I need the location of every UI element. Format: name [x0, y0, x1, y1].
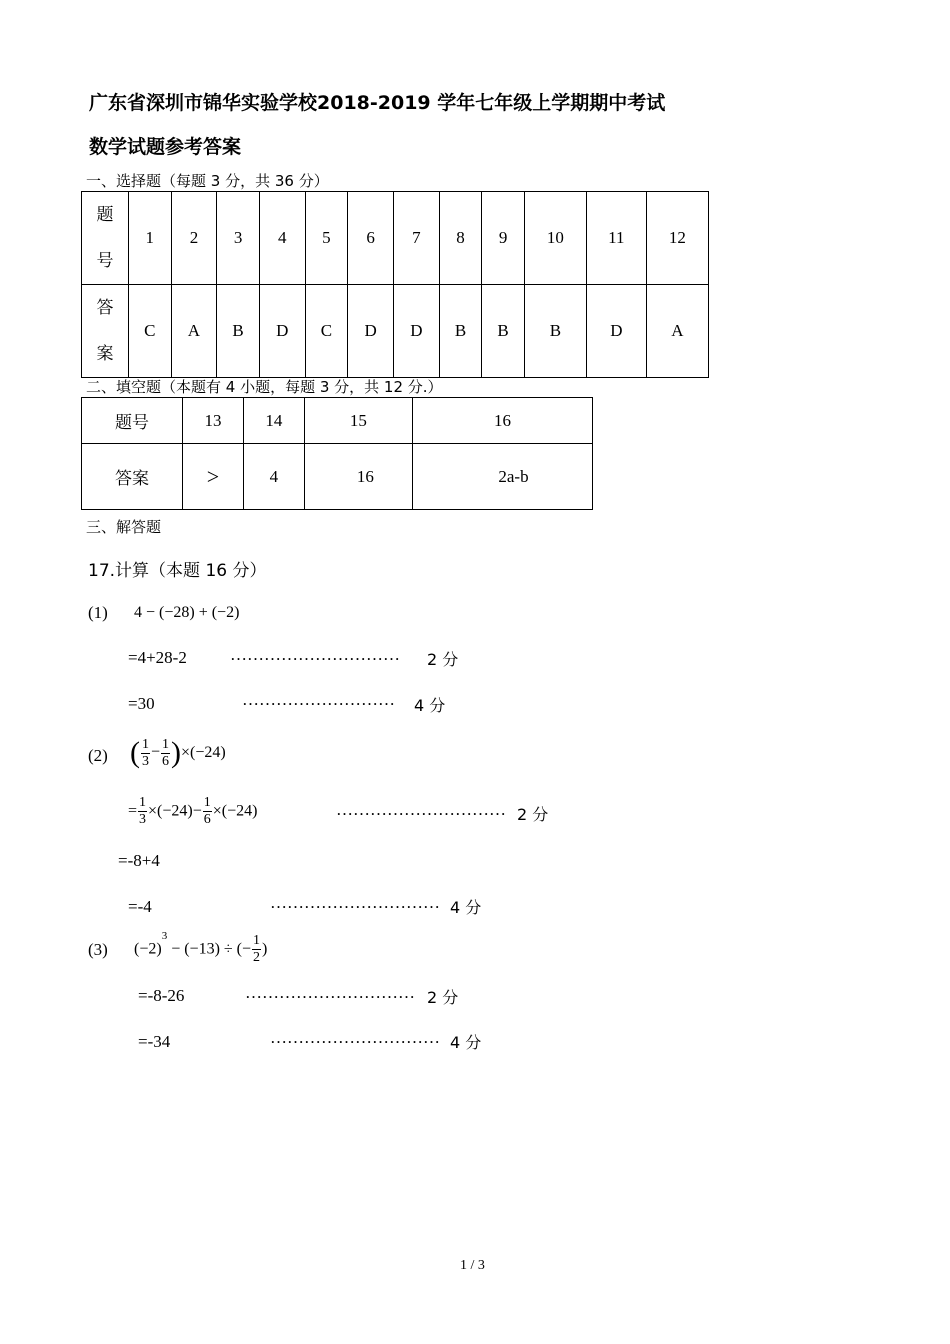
row-label-char: 号 [96, 251, 114, 271]
minus-sign: − [151, 743, 161, 761]
question-number: 11 [586, 192, 646, 285]
answer-cell: D [259, 285, 305, 378]
part3-label: (3) [88, 940, 108, 959]
question-number: 9 [482, 192, 525, 285]
part1-step1: =4+28-2 [128, 648, 187, 667]
fraction [203, 795, 212, 828]
row-label-answer [82, 285, 129, 378]
part2-step1-dots: ………………………… [336, 800, 506, 819]
numerator: 1 [253, 932, 261, 948]
part3-step2: =-34 [138, 1032, 171, 1051]
fill-blank-answer-table [81, 397, 593, 510]
page-title-line1: 广东省深圳市锦华实验学校2018-2019 学年七年级上学期期中考试 [89, 92, 666, 114]
question-number: 14 [243, 398, 304, 444]
page-title-line2: 数学试题参考答案 [89, 136, 242, 158]
exponent: 3 [161, 930, 168, 942]
question-17-title: 17.计算（本题 16 分） [88, 561, 267, 581]
numerator: 1 [142, 736, 149, 752]
section2-heading: 二、填空题（本题有 4 小题，每题 3 分，共 12 分.） [86, 378, 443, 396]
fraction [138, 795, 147, 828]
part3-step1-points: 2 分 [427, 988, 459, 1007]
part2-step3-points: 4 分 [450, 898, 482, 917]
choice-answer-table [81, 191, 709, 378]
part2-step3-dots: ………………………… [270, 893, 440, 912]
denominator: 6 [162, 753, 170, 769]
part1-step2-dots: ……………………… [242, 690, 395, 709]
times-term: ×(−24) [181, 744, 226, 761]
part1-expression: 4 − (−28) + (−2) [134, 604, 240, 621]
right-paren: ) [262, 940, 268, 958]
part2-step3: =-4 [128, 897, 152, 916]
row-label-answer: 答案 [82, 444, 183, 510]
answer-cell: C [305, 285, 348, 378]
base-term: (−2) [134, 940, 162, 958]
answer-cell: 2a-b [412, 444, 592, 510]
part3-step1: =-8-26 [138, 986, 185, 1005]
numerator: 1 [139, 795, 147, 810]
numerator: 1 [203, 795, 211, 810]
row-label-char: 题 [96, 205, 114, 225]
times-term: ×(−24)− [148, 802, 202, 820]
times-term: ×(−24) [212, 802, 258, 820]
answer-cell: B [439, 285, 482, 378]
page-number: 1 / 3 [460, 1258, 485, 1273]
row-label-char: 答 [96, 298, 114, 318]
middle-term: − (−13) ÷ (− [167, 940, 252, 958]
question-number: 2 [171, 192, 217, 285]
part2-step1-points: 2 分 [517, 805, 549, 824]
question-number: 16 [412, 398, 592, 444]
part1-step2: =30 [128, 694, 155, 713]
part1-step2-points: 4 分 [414, 696, 446, 715]
question-number: 12 [646, 192, 708, 285]
numerator: 1 [162, 736, 170, 752]
answer-cell: D [586, 285, 646, 378]
question-number: 7 [393, 192, 439, 285]
part1-label: (1) [88, 603, 108, 622]
fraction [141, 737, 150, 770]
row-label-question-number [82, 192, 129, 285]
question-number: 15 [304, 398, 412, 444]
section1-heading: 一、选择题（每题 3 分，共 36 分） [86, 172, 329, 190]
fraction [161, 737, 170, 770]
question-number: 8 [439, 192, 482, 285]
answer-cell: 16 [304, 444, 412, 510]
part2-step2: =-8+4 [118, 851, 160, 870]
part3-step1-dots: ………………………… [245, 983, 415, 1002]
part1-step1-points: 2 分 [427, 650, 459, 669]
question-number: 6 [348, 192, 394, 285]
part3-step2-points: 4 分 [450, 1033, 482, 1052]
denominator: 3 [139, 812, 147, 827]
answer-cell: D [393, 285, 439, 378]
fraction [252, 933, 261, 966]
answer-cell: B [217, 285, 260, 378]
row-label-char: 案 [96, 344, 114, 364]
denominator: 6 [203, 812, 211, 827]
part3-step2-dots: ………………………… [270, 1028, 440, 1047]
denominator: 2 [253, 949, 261, 965]
table-row-numbers [82, 192, 709, 285]
question-number: 1 [129, 192, 172, 285]
part3-expression [134, 930, 267, 966]
table-row-numbers [82, 398, 593, 444]
answer-cell: D [348, 285, 394, 378]
equals-sign: = [128, 802, 138, 820]
question-number: 5 [305, 192, 348, 285]
answer-cell: B [524, 285, 586, 378]
section3-heading: 三、解答题 [86, 518, 162, 536]
part2-expression [130, 736, 226, 770]
question-number: 13 [183, 398, 244, 444]
answer-cell: > [183, 444, 244, 510]
answer-cell: A [171, 285, 217, 378]
part2-label: (2) [88, 746, 108, 765]
answer-cell: C [129, 285, 172, 378]
table-row-answers [82, 285, 709, 378]
question-number: 3 [217, 192, 260, 285]
left-paren: ( [130, 736, 140, 769]
answer-cell: B [482, 285, 525, 378]
right-paren: ) [171, 736, 182, 769]
row-label-question-number: 题号 [82, 398, 183, 444]
denominator: 3 [142, 753, 149, 769]
question-number: 4 [259, 192, 305, 285]
part1-step1-dots: ………………………… [230, 645, 400, 664]
answer-cell: A [646, 285, 708, 378]
answer-cell: 4 [243, 444, 304, 510]
table-row-answers [82, 444, 593, 510]
part2-step1 [128, 795, 257, 828]
question-number: 10 [524, 192, 586, 285]
